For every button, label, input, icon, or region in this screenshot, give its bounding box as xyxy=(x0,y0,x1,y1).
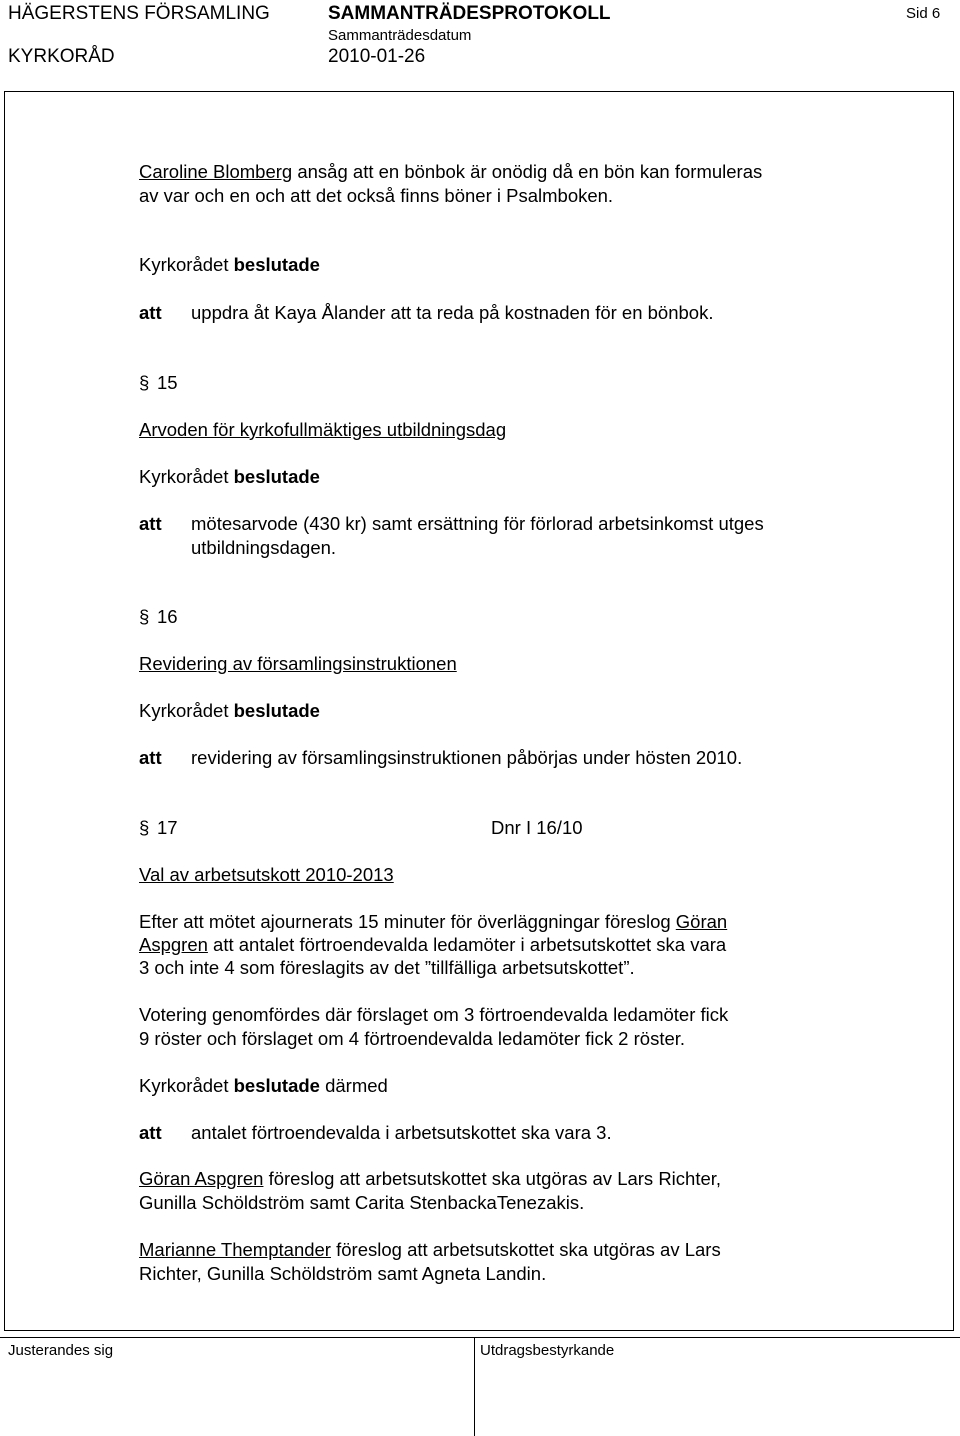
paragraph-line: 3 och inte 4 som föreslagits av det ”tillfälliga arbetsutskottet”. xyxy=(139,957,635,978)
section-title: Val av arbetsutskott 2010-2013 xyxy=(139,864,394,885)
text-span: Kyrkorådet xyxy=(139,1075,234,1096)
person-name: Marianne Themptander xyxy=(139,1239,331,1260)
section-title: Arvoden för kyrkofullmäktiges utbildningsdag xyxy=(139,419,507,440)
footer-divider xyxy=(0,1337,960,1338)
decision-text: uppdra åt Kaya Ålander att ta reda på kostnaden för en bönbok. xyxy=(191,302,714,323)
section-number: 16 xyxy=(157,606,178,627)
document-type: SAMMANTRÄDESPROTOKOLL xyxy=(328,3,611,24)
diary-number: Dnr I 16/10 xyxy=(491,817,583,838)
section-sign: § xyxy=(139,372,150,393)
att-label: att xyxy=(139,302,162,323)
org-name: HÄGERSTENS FÖRSAMLING xyxy=(8,3,270,24)
person-name: Göran xyxy=(675,911,728,932)
date-label: Sammanträdesdatum xyxy=(328,27,472,44)
meeting-date: 2010-01-26 xyxy=(328,46,426,67)
paragraph-line: Gunilla Schöldström samt Carita StenbackaTenezakis. xyxy=(139,1192,585,1213)
section-sign: § xyxy=(139,606,150,627)
section-number: 17 xyxy=(157,817,178,838)
decision-heading xyxy=(139,699,320,723)
paragraph-line: 9 röster och förslaget om 4 förtroendevalda ledamöter fick 2 röster. xyxy=(139,1028,686,1049)
paragraph-line xyxy=(139,160,762,184)
section-sign: § xyxy=(139,817,150,838)
decision-heading xyxy=(139,253,320,277)
text-span: Kyrkorådet xyxy=(139,700,234,721)
person-name: Göran Aspgren xyxy=(139,1168,264,1189)
page-number: Sid 6 xyxy=(906,5,941,22)
text-span: att antalet förtroendevalda ledamöter i arbetsutskottet ska vara xyxy=(207,934,727,955)
section-number: 15 xyxy=(157,372,178,393)
person-name: Aspgren xyxy=(139,934,208,955)
text-span: beslutade xyxy=(233,254,320,275)
text-span: Efter att mötet ajournerats 15 minuter för överläggningar föreslog xyxy=(139,911,676,932)
text-span: beslutade xyxy=(233,1075,320,1096)
footer-signature-label: Justerandes sig xyxy=(8,1342,114,1359)
text-span: därmed xyxy=(319,1075,388,1096)
decision-heading xyxy=(139,465,320,489)
paragraph-line: av var och en och att det också finns böner i Psalmboken. xyxy=(139,185,614,206)
decision-text: mötesarvode (430 kr) samt ersättning för förlorad arbetsinkomst utges xyxy=(191,513,764,534)
footer-column-divider xyxy=(474,1337,475,1436)
text-span: Kyrkorådet xyxy=(139,254,234,275)
decision-text: utbildningsdagen. xyxy=(191,537,337,558)
text-span: beslutade xyxy=(233,466,320,487)
text-span: föreslog att arbetsutskottet ska utgöras av Lars Richter, xyxy=(263,1168,722,1189)
paragraph-line xyxy=(139,933,726,957)
text-span: föreslog att arbetsutskottet ska utgöras av Lars xyxy=(330,1239,721,1260)
paragraph-line: Richter, Gunilla Schöldström samt Agneta Landin. xyxy=(139,1263,547,1284)
paragraph-line xyxy=(139,1167,721,1191)
att-label: att xyxy=(139,513,162,534)
decision-text: revidering av församlingsinstruktionen påbörjas under hösten 2010. xyxy=(191,747,743,768)
decision-heading xyxy=(139,1074,388,1098)
text-span: ansåg att en bönbok är onödig då en bön kan formuleras xyxy=(292,161,763,182)
section-title: Revidering av församlingsinstruktionen xyxy=(139,653,457,674)
paragraph-line xyxy=(139,910,727,934)
paragraph-line xyxy=(139,1238,721,1262)
person-name: Caroline Blomberg xyxy=(139,161,293,182)
att-label: att xyxy=(139,747,162,768)
paragraph-line: Votering genomfördes där förslaget om 3 förtroendevalda ledamöter fick xyxy=(139,1004,729,1025)
att-label: att xyxy=(139,1122,162,1143)
text-span: beslutade xyxy=(233,700,320,721)
decision-text: antalet förtroendevalda i arbetsutskottet ska vara 3. xyxy=(191,1122,612,1143)
footer-certification-label: Utdragsbestyrkande xyxy=(480,1342,615,1359)
text-span: Kyrkorådet xyxy=(139,466,234,487)
body-name: KYRKORÅD xyxy=(8,46,115,67)
